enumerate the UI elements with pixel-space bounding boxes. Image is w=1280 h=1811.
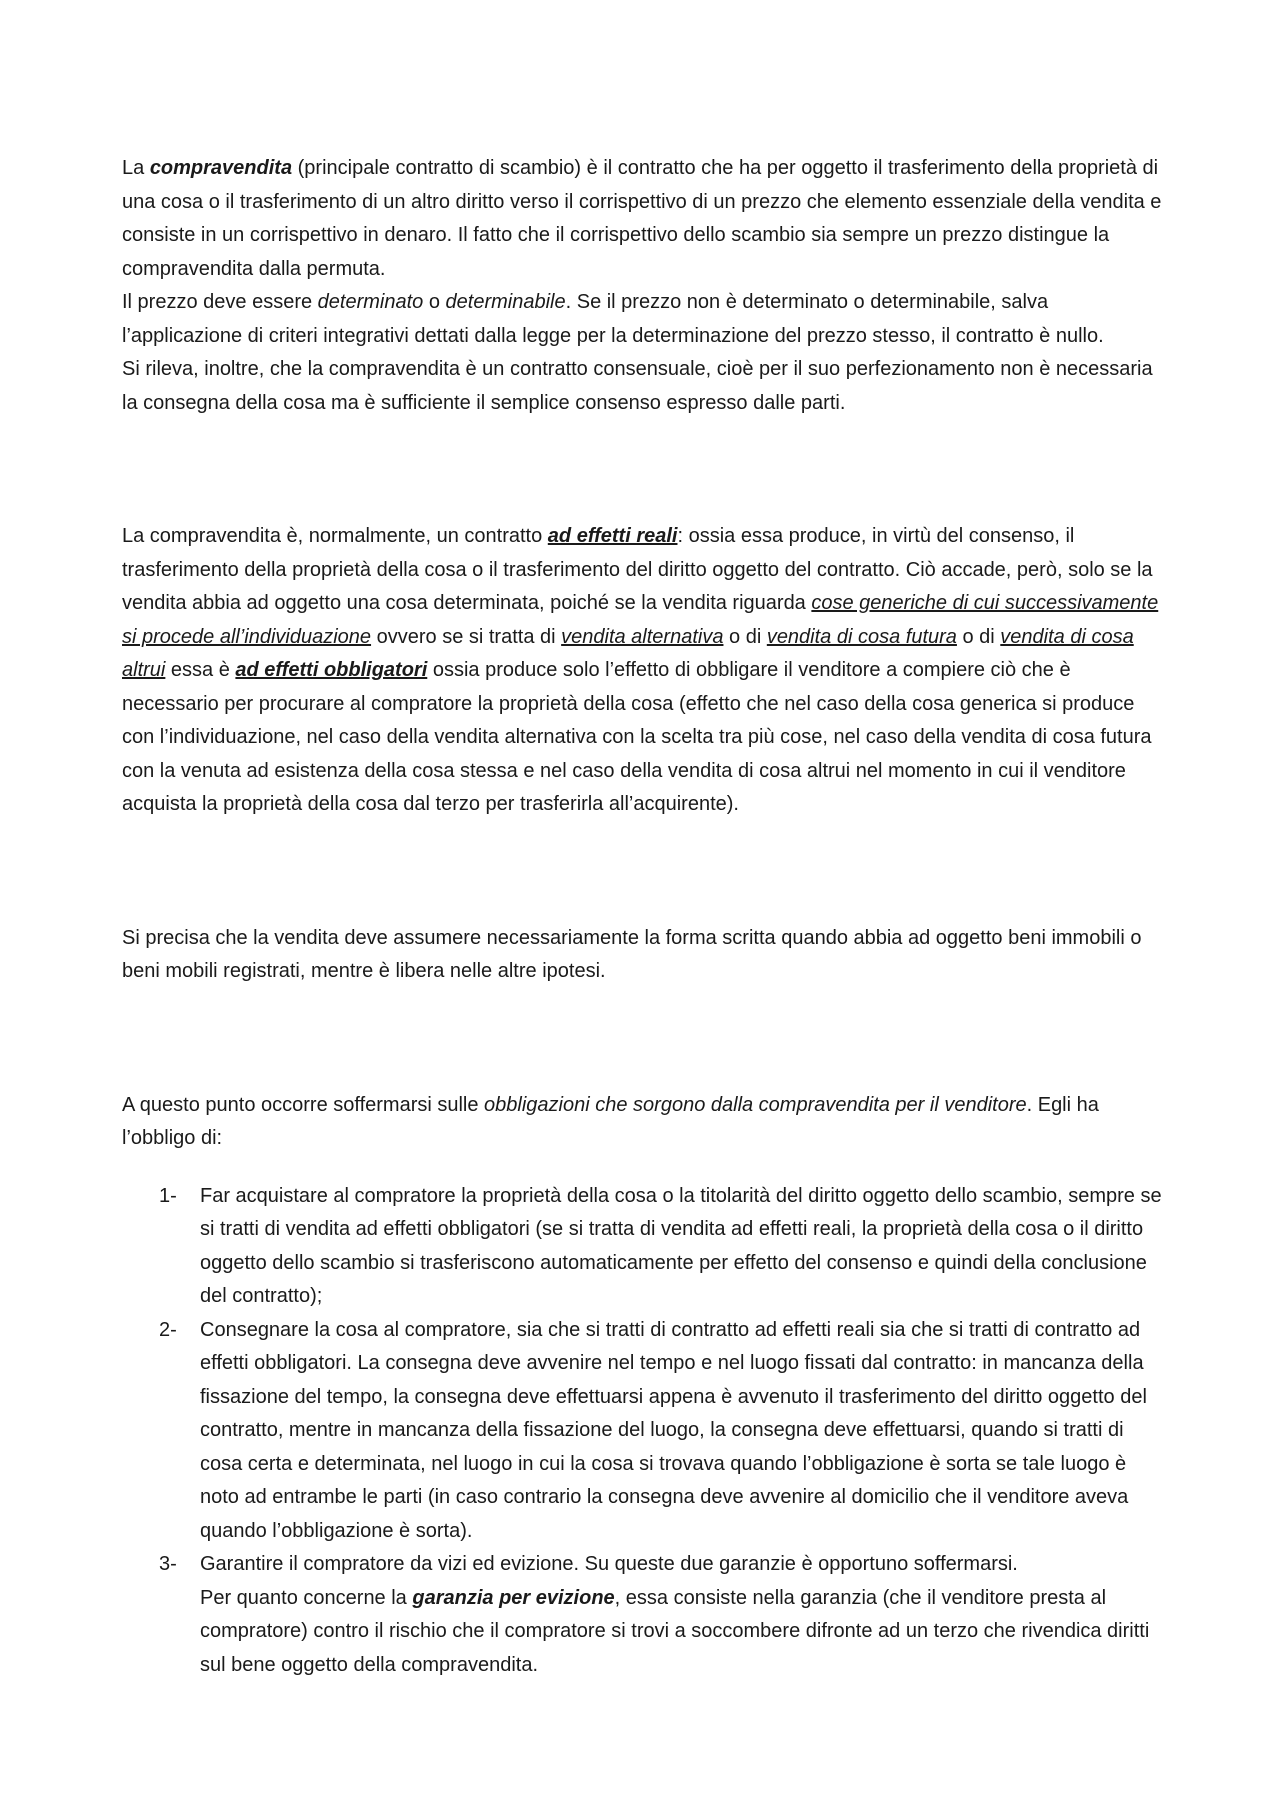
list-item-text: Consegnare la cosa al compratore, sia che si tratti di contratto ad effetti reali sia che si tratti di contratto ad effetti obbligatori. La consegna deve avvenire nel tempo e nel luogo fissati dal contratto: in mancanza della fissazione del tempo, la consegna deve effettuarsi appena è avvenuto il trasferimento del diritto oggetto del contratto, mentre in mancanza della fissazione del luogo, la consegna deve effettuarsi, quando si tratti di cosa certa e determinata, nel luogo in cui la cosa si trovava quando l’obbligazione è sorta se tale luogo è noto ad entrambe le parti (in caso contrario la consegna deve avvenire al domicilio che il venditore aveva quando l’obbligazione è sorta). [200,1318,1147,1542]
spacer [122,822,1167,922]
document-page [122,152,1167,1682]
spacer [122,1156,1167,1180]
term-garanzia-per-evizione: garanzia per evizione [412,1586,615,1609]
spacer [122,989,1167,1089]
term-compravendita: compravendita [149,157,293,179]
paragraph-effects: La compravendita è, normalmente, un contratto ad effetti reali: ossia essa produce, in virtù del consenso, il trasferimento della proprietà della cosa o il trasferimento del diritto oggetto del contratto. Ciò accade, però, solo se la vendita abbia ad oggetto una cosa determinata, poiché se la vendita riguarda cose generiche di cui successivamente si procede all’individuazione ovvero se si tratta di vendita alternativa o di vendita di cosa futura o di vendita di cosa altrui essa è ad effetti obbligatori ossia produce solo l’effetto di obbligare il venditore a compiere ciò che è necessario per procurare al compratore la proprietà della cosa (effetto che nel caso della cosa generica si produce con l’individuazione, nel caso della vendita alternativa con la scelta tra più cose, nel caso della vendita di cosa futura con la venuta ad esistenza della cosa stessa e nel caso della vendita di cosa altrui nel momento in cui il venditore acquista la proprietà della cosa dal terzo per trasferirla all’acquirente). [122,525,1159,815]
list-item [122,1180,1167,1314]
paragraph-consensual: Si rileva, inoltre, che la compravendita è un contratto consensuale, cioè per il suo perfezionamento non è necessaria la consegna della cosa ma è sufficiente il semplice consenso espresso dalle parti. [122,358,1153,414]
term-obbligazioni-venditore: obbligazioni che sorgono dalla compravendita per il venditore [484,1093,1027,1116]
term-ad-effetti-obbligatori: ad effetti obbligatori [235,659,428,681]
paragraph-definition: La compravendita (principale contratto di scambio) è il contratto che ha per oggetto il trasferimento della proprietà di una cosa o il trasferimento di un altro diritto verso il corrispettivo di un prezzo che elemento essenziale della vendita e consiste in un corrispettivo in denaro. Il fatto che il corrispettivo dello scambio sia sempre un prezzo distingue la compravendita dalla permuta. [122,157,1162,280]
list-item [122,1314,1167,1549]
term-determinato: determinato [317,291,424,313]
list-item: 3- Garantire il compratore da vizi ed evizione. Su queste due garanzie è opportuno soffermarsi. Per quanto concerne la garanzia per evizione, essa consiste nella garanzia (che il venditore presta al compratore) contro il rischio che il compratore si trovi a soccombere difronte ad un terzo che rivendica diritti sul bene oggetto della compravendita. [122,1548,1167,1682]
term-determinabile: determinabile [445,291,566,313]
obligations-list [122,1180,1167,1683]
paragraph-written-form: Si precisa che la vendita deve assumere necessariamente la forma scritta quando abbia ad oggetto beni immobili o beni mobili registrati, mentre è libera nelle altre ipotesi. [122,926,1142,982]
list-item-text: Far acquistare al compratore la proprietà della cosa o la titolarità del diritto oggetto dello scambio, sempre se si tratti di vendita ad effetti obbligatori (se si tratta di vendita ad effetti reali, la proprietà della cosa o il diritto oggetto dello scambio si trasferiscono automaticamente per effetto del consenso e quindi della conclusione del contratto); [200,1184,1162,1307]
list-number: 3- [159,1553,177,1575]
spacer [122,420,1167,520]
term-vendita-cosa-futura: vendita di cosa futura [766,625,957,648]
term-vendita-alternativa: vendita alternativa [561,625,724,648]
list-item-text: Garantire il compratore da vizi ed evizione. Su queste due garanzie è opportuno soffermarsi. [200,1553,1018,1575]
term-vendita-cosa-altrui: vendita di cosa altrui [122,625,1134,681]
list-number: 1- [159,1184,177,1207]
paragraph-obligations-intro: A questo punto occorre soffermarsi sulle obbligazioni che sorgono dalla compravendita per il venditore. Egli ha l’obbligo di: [122,1093,1099,1149]
term-ad-effetti-reali: ad effetti reali [547,525,678,547]
term-cose-generiche: cose generiche di cui successivamente si procede all’individuazione [122,592,1159,648]
list-number: 2- [159,1318,177,1341]
paragraph-price: Il prezzo deve essere determinato o determinabile. Se il prezzo non è determinato o determinabile, salva l’applicazione di criteri integrativi dettati dalla legge per la determinazione del prezzo stesso, il contratto è nullo. [122,291,1104,347]
